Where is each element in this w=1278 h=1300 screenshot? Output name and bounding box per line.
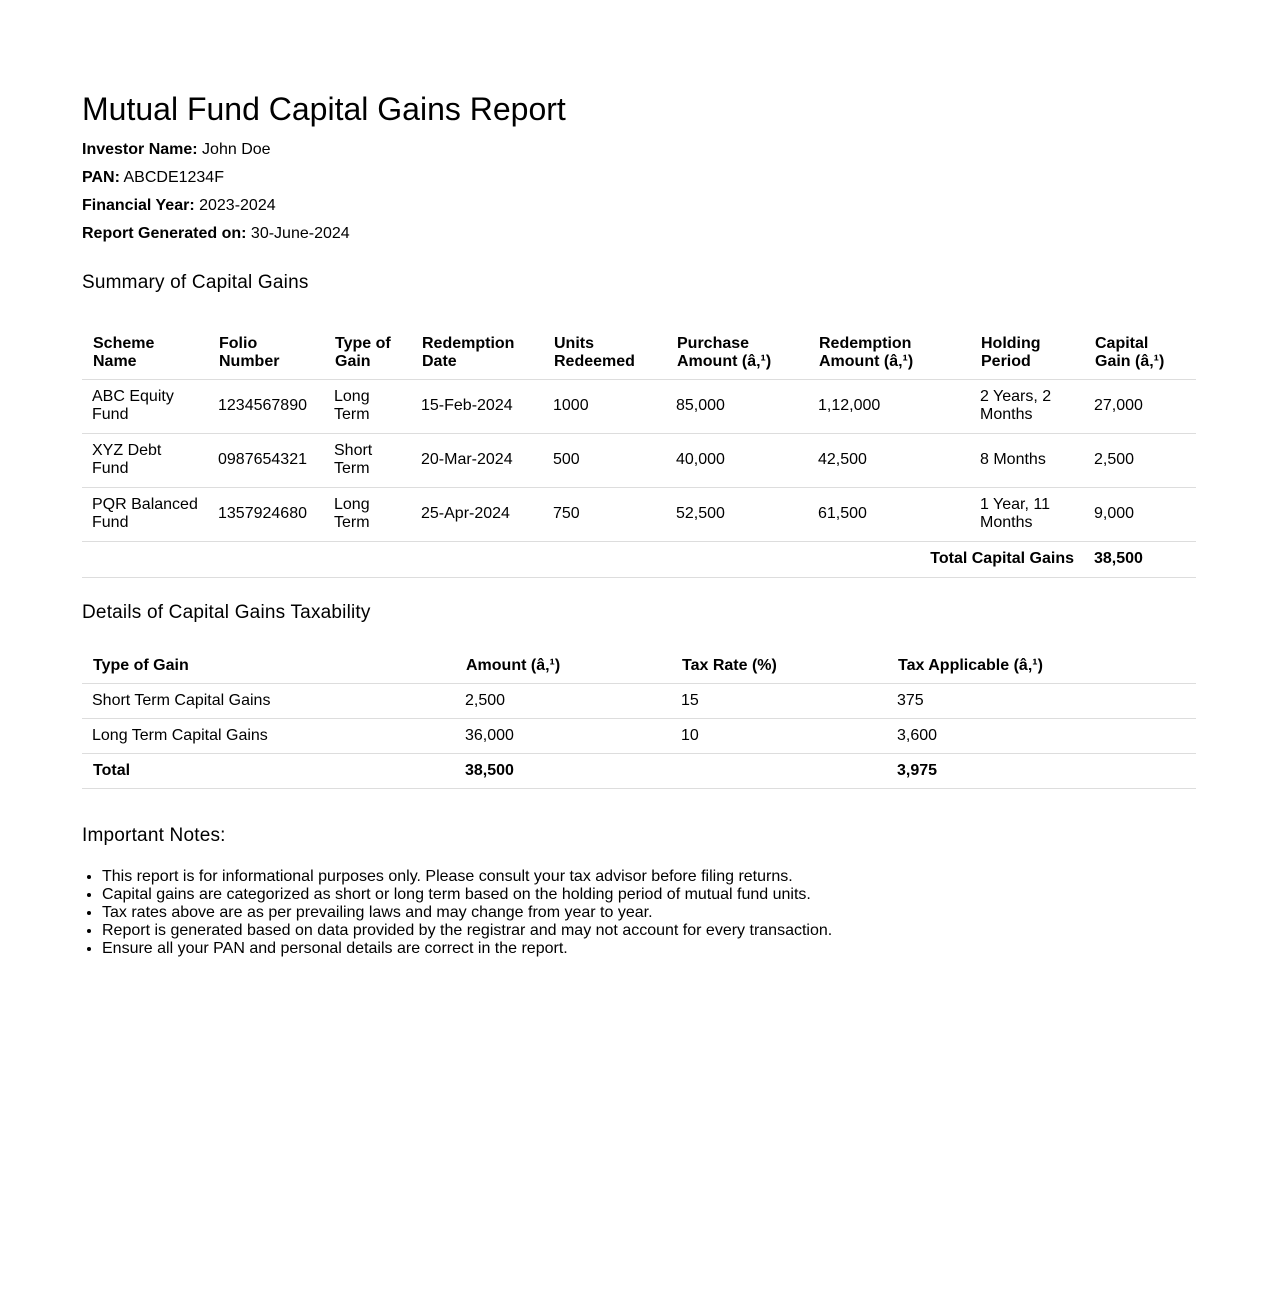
notes-heading: Important Notes: xyxy=(82,825,226,846)
investor-name-value: John Doe xyxy=(202,141,271,158)
table-row xyxy=(82,719,1196,754)
table-cell: 85,000 xyxy=(666,380,808,434)
pan-label: PAN: xyxy=(82,169,120,186)
financial-year-row xyxy=(82,192,1196,220)
taxability-header-row xyxy=(82,649,1196,684)
notes-list xyxy=(82,868,1196,958)
financial-year-value: 2023-2024 xyxy=(199,197,276,214)
table-cell: 1000 xyxy=(543,380,666,434)
table-cell: 36,000 xyxy=(455,719,671,754)
taxability-table xyxy=(82,649,1196,789)
table-cell: 500 xyxy=(543,434,666,488)
table-cell: 61,500 xyxy=(808,488,970,542)
taxability-heading: Details of Capital Gains Taxability xyxy=(82,602,371,623)
financial-year-label: Financial Year: xyxy=(82,197,195,214)
table-row xyxy=(82,434,1196,488)
generated-date-value: 30-June-2024 xyxy=(250,225,350,242)
table-cell xyxy=(671,754,887,789)
column-header: Purchase Amount (â‚¹) xyxy=(666,322,808,380)
table-cell: 8 Months xyxy=(970,434,1084,488)
table-cell: 2,500 xyxy=(455,684,671,719)
table-cell: 38,500 xyxy=(455,754,671,789)
table-row xyxy=(82,684,1196,719)
table-cell: Long Term Capital Gains xyxy=(82,719,455,754)
summary-heading: Summary of Capital Gains xyxy=(82,272,309,293)
summary-table xyxy=(82,322,1196,578)
table-cell: 42,500 xyxy=(808,434,970,488)
summary-total-row xyxy=(82,542,1196,578)
column-header: Holding Period xyxy=(970,322,1084,380)
table-cell: 2,500 xyxy=(1084,434,1196,488)
list-item: • Tax rates above are as per prevailing laws and may change from year to year. xyxy=(102,904,1196,922)
page-title: Mutual Fund Capital Gains Report xyxy=(82,91,566,127)
table-cell: 0987654321 xyxy=(208,434,324,488)
column-header: Tax Rate (%) xyxy=(671,649,887,684)
list-item: • This report is for informational purposes only. Please consult your tax advisor before filing returns. xyxy=(102,868,1196,886)
table-cell: 3,975 xyxy=(887,754,1196,789)
table-cell: 1 Year, 11 Months xyxy=(970,488,1084,542)
investor-name-label: Investor Name: xyxy=(82,141,198,158)
column-header: Amount (â‚¹) xyxy=(455,649,671,684)
table-cell: 15 xyxy=(671,684,887,719)
table-cell: ABC Equity Fund xyxy=(82,380,208,434)
table-cell: 375 xyxy=(887,684,1196,719)
table-cell: Long Term xyxy=(324,488,411,542)
table-cell: 1357924680 xyxy=(208,488,324,542)
pan-value: ABCDE1234F xyxy=(123,169,224,186)
generated-date-row xyxy=(82,220,1196,248)
summary-header-row xyxy=(82,322,1196,380)
table-cell: 1,12,000 xyxy=(808,380,970,434)
list-item: • Ensure all your PAN and personal details are correct in the report. xyxy=(102,940,1196,958)
column-header: Folio Number xyxy=(208,322,324,380)
table-cell: 40,000 xyxy=(666,434,808,488)
table-cell: 10 xyxy=(671,719,887,754)
report-meta xyxy=(82,136,1196,248)
taxability-total-row xyxy=(82,754,1196,789)
table-cell: 750 xyxy=(543,488,666,542)
table-cell: 3,600 xyxy=(887,719,1196,754)
table-cell: PQR Balanced Fund xyxy=(82,488,208,542)
list-item: • Capital gains are categorized as short or long term based on the holding period of mutual fund units. xyxy=(102,886,1196,904)
table-cell: 2 Years, 2 Months xyxy=(970,380,1084,434)
column-header: Scheme Name xyxy=(82,322,208,380)
table-cell: Total xyxy=(82,754,455,789)
investor-name-row xyxy=(82,136,1196,164)
generated-date-label: Report Generated on: xyxy=(82,225,247,242)
total-capital-gains-value: 38,500 xyxy=(1084,542,1196,578)
list-item: • Report is generated based on data provided by the registrar and may not account for every transaction. xyxy=(102,922,1196,940)
pan-row xyxy=(82,164,1196,192)
table-cell: 9,000 xyxy=(1084,488,1196,542)
table-cell: Long Term xyxy=(324,380,411,434)
table-cell: 1234567890 xyxy=(208,380,324,434)
table-cell: XYZ Debt Fund xyxy=(82,434,208,488)
table-row xyxy=(82,488,1196,542)
table-cell: 20-Mar-2024 xyxy=(411,434,543,488)
column-header: Units Redeemed xyxy=(543,322,666,380)
total-capital-gains-label: Total Capital Gains xyxy=(82,542,1084,578)
column-header: Redemption Date xyxy=(411,322,543,380)
column-header: Redemption Amount (â‚¹) xyxy=(808,322,970,380)
column-header: Capital Gain (â‚¹) xyxy=(1084,322,1196,380)
column-header: Tax Applicable (â‚¹) xyxy=(887,649,1196,684)
column-header: Type of Gain xyxy=(324,322,411,380)
table-cell: 52,500 xyxy=(666,488,808,542)
table-cell: 25-Apr-2024 xyxy=(411,488,543,542)
table-cell: Short Term Capital Gains xyxy=(82,684,455,719)
column-header: Type of Gain xyxy=(82,649,455,684)
table-cell: 27,000 xyxy=(1084,380,1196,434)
table-cell: Short Term xyxy=(324,434,411,488)
table-row xyxy=(82,380,1196,434)
table-cell: 15-Feb-2024 xyxy=(411,380,543,434)
